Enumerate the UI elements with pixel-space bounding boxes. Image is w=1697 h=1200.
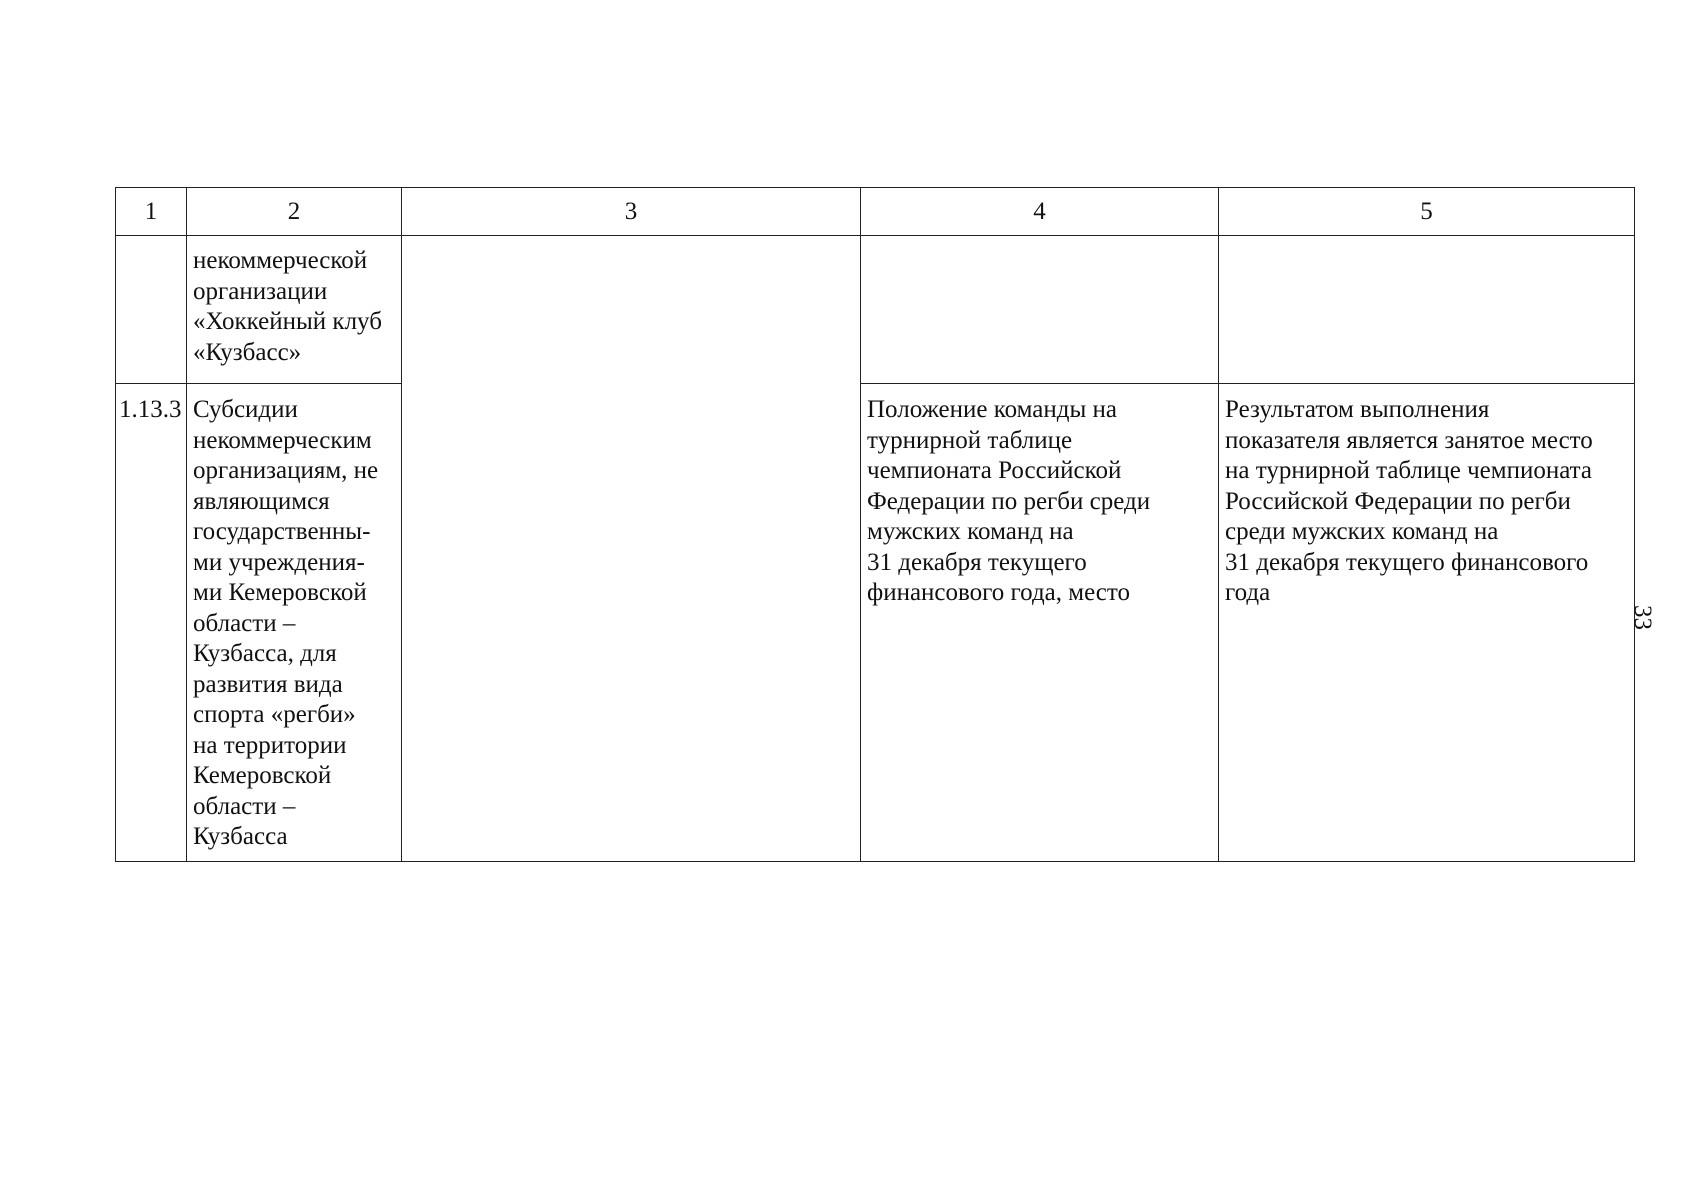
header-cell-5: 5 (1219, 188, 1635, 236)
header-cell-3: 3 (402, 188, 861, 236)
merged-empty-cell (402, 236, 861, 862)
name-cell: некоммерческой организации «Хоккейный клуб «Кузбасс» (187, 236, 402, 384)
row-number-cell: 1.13.3 (116, 384, 187, 862)
header-cell-4: 4 (861, 188, 1219, 236)
indicator-cell (861, 236, 1219, 384)
table-row (116, 236, 1635, 384)
header-cell-1: 1 (116, 188, 187, 236)
document-table (115, 187, 1635, 862)
description-cell: Результатом выполнения показателя является занятое место на турнирной таблице чемпионата Российской Федерации по регби среди мужских команд на 31 декабря текущего финансового года (1219, 384, 1635, 862)
description-cell (1219, 236, 1635, 384)
indicator-cell: Положение команды на турнирной таблице чемпионата Российской Федерации по регби среди мужских команд на 31 декабря текущего финансового года, место (861, 384, 1219, 862)
header-row (116, 188, 1635, 236)
table-row (116, 384, 1635, 862)
header-cell-2: 2 (187, 188, 402, 236)
row-number-cell (116, 236, 187, 384)
page-number: 33 (1629, 605, 1656, 630)
name-cell: Субсидии некоммерческим организациям, не являющимся государственны- ми учреждения- ми Кемеровской области – Кузбасса, для развития вида спорта «регби» на территории Кемеровской области – Кузбасса (187, 384, 402, 862)
